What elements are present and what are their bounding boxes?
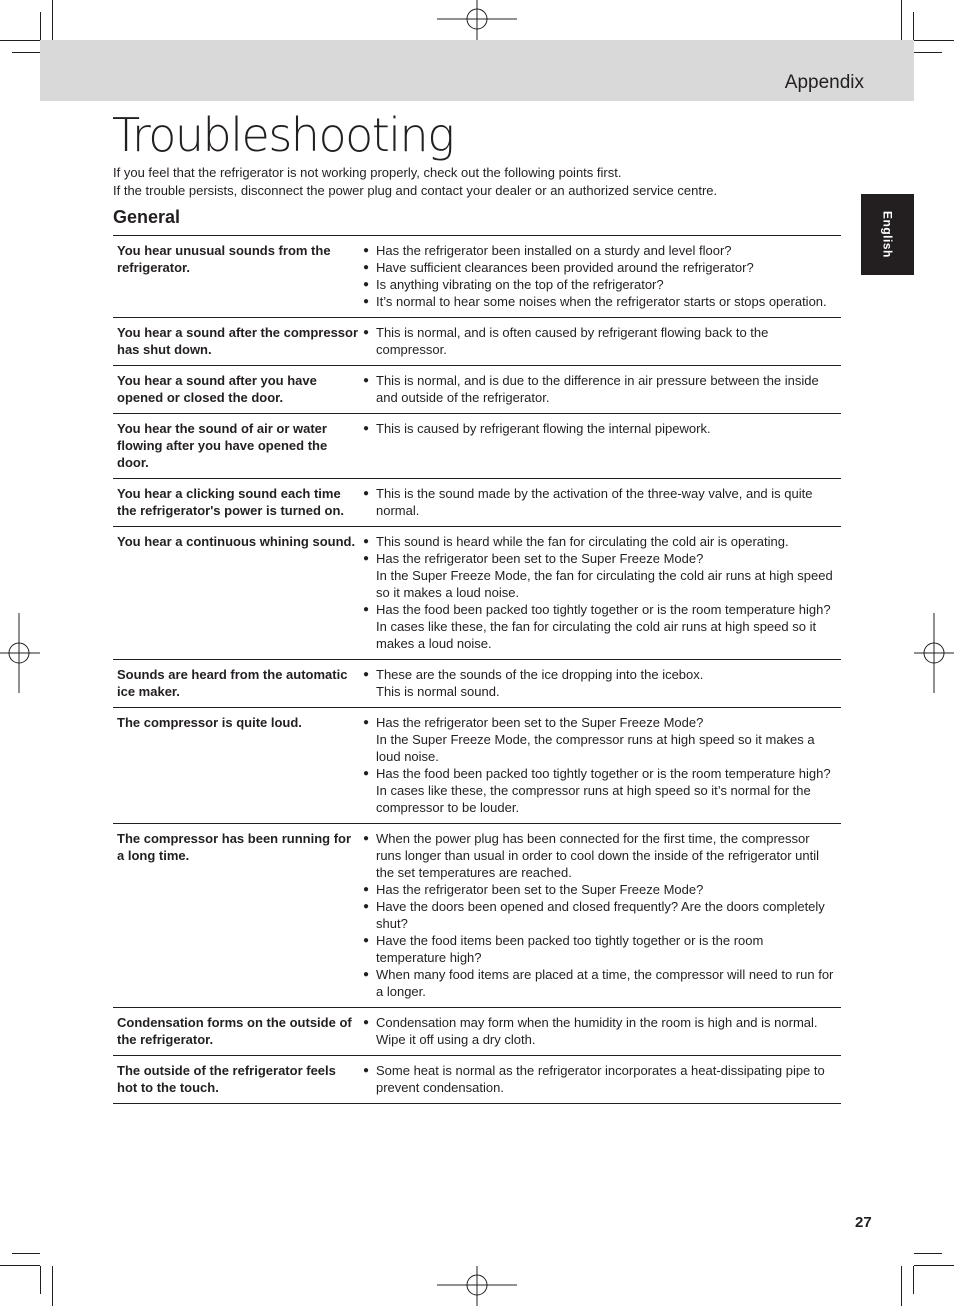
cause-item <box>363 324 835 358</box>
cause-item <box>363 372 835 406</box>
cause-item <box>363 242 835 259</box>
bullet-icon: ● <box>363 488 370 499</box>
symptom-cell: You hear unusual sounds from the refrigerator. <box>117 243 331 275</box>
intro-line: If you feel that the refrigerator is not working properly, check out the following points first. <box>113 165 622 180</box>
cause-item <box>363 276 835 293</box>
bullet-icon: ● <box>363 245 370 256</box>
bullet-icon: ● <box>363 935 370 946</box>
table-row <box>113 824 841 1008</box>
crop-mark <box>12 1253 40 1254</box>
bullet-icon: ● <box>363 423 370 434</box>
table-row <box>113 479 841 527</box>
crop-mark <box>12 52 40 53</box>
symptom-cell: The outside of the refrigerator feels hot to the touch. <box>117 1063 336 1095</box>
bullet-icon: ● <box>363 262 370 273</box>
bullet-icon: ● <box>363 1017 370 1028</box>
table-row <box>113 318 841 366</box>
causes-cell <box>359 533 841 652</box>
cause-text: These are the sounds of the ice dropping into the icebox. This is normal sound. <box>376 667 704 699</box>
causes-cell <box>359 714 841 816</box>
cause-item <box>363 830 835 881</box>
page-number: 27 <box>855 1214 872 1231</box>
table-row <box>113 414 841 479</box>
registration-mark-top <box>437 0 517 40</box>
cause-item <box>363 533 835 550</box>
crop-mark <box>914 1253 942 1254</box>
intro-text <box>113 164 717 200</box>
crop-mark <box>913 1266 914 1294</box>
bullet-icon: ● <box>363 884 370 895</box>
cause-item <box>363 550 835 601</box>
cause-item <box>363 898 835 932</box>
cause-text: Have the food items been packed too tightly together or is the room temperature high? <box>376 933 764 965</box>
table-row <box>113 527 841 660</box>
cause-item <box>363 1062 835 1096</box>
causes-cell <box>359 830 841 1000</box>
table-row <box>113 708 841 824</box>
bullet-icon: ● <box>363 833 370 844</box>
cause-text: Some heat is normal as the refrigerator incorporates a heat-dissipating pipe to prevent condensation. <box>376 1063 825 1095</box>
causes-cell <box>359 242 841 310</box>
bullet-icon: ● <box>363 279 370 290</box>
table-row <box>113 366 841 414</box>
symptom-cell: You hear a clicking sound each time the refrigerator's power is turned on. <box>117 486 345 518</box>
cause-text: This is normal, and is often caused by refrigerant flowing back to the compressor. <box>376 325 769 357</box>
subheading-general: General <box>113 207 181 227</box>
crop-mark <box>52 1266 53 1306</box>
cause-text: Has the food been packed too tightly together or is the room temperature high? In cases like these, the fan for circulating the cold air runs at high speed so it makes a loud noise. <box>376 602 831 651</box>
cause-item <box>363 259 835 276</box>
bullet-icon: ● <box>363 969 370 980</box>
cause-item <box>363 485 835 519</box>
cause-text: Condensation may form when the humidity in the room is high and is normal. Wipe it off using a dry cloth. <box>376 1015 818 1047</box>
page-title: Troubleshooting <box>112 108 454 162</box>
troubleshooting-table <box>113 235 841 1104</box>
section-title: Appendix <box>784 72 864 93</box>
cause-item <box>363 420 835 437</box>
cause-text: Has the food been packed too tightly together or is the room temperature high? In cases like these, the compressor runs at high speed so it’s normal for the compressor to be louder. <box>376 766 831 815</box>
cause-item <box>363 966 835 1000</box>
causes-cell <box>359 485 841 519</box>
crop-mark <box>914 1265 954 1266</box>
cause-text: Has the refrigerator been set to the Super Freeze Mode? In the Super Freeze Mode, the compressor runs at high speed so it makes a loud noise. <box>376 715 815 764</box>
intro-line: If the trouble persists, disconnect the power plug and contact your dealer or an authorized service centre. <box>113 183 718 198</box>
symptom-cell: You hear a sound after the compressor has shut down. <box>117 325 359 357</box>
header-band <box>40 40 914 101</box>
symptom-cell: You hear a continuous whining sound. <box>117 534 356 549</box>
bullet-icon: ● <box>363 768 370 779</box>
cause-item <box>363 293 835 310</box>
bullet-icon: ● <box>363 1065 370 1076</box>
cause-text: This is normal, and is due to the difference in air pressure between the inside and outside of the refrigerator. <box>376 373 819 405</box>
symptom-cell: You hear a sound after you have opened or closed the door. <box>117 373 317 405</box>
cause-text: When many food items are placed at a time, the compressor will need to run for a longer. <box>376 967 834 999</box>
language-tab <box>861 194 914 275</box>
symptom-cell: Sounds are heard from the automatic ice maker. <box>117 667 348 699</box>
symptom-cell: Condensation forms on the outside of the refrigerator. <box>117 1015 352 1047</box>
cause-text: It’s normal to hear some noises when the refrigerator starts or stops operation. <box>376 294 827 309</box>
bullet-icon: ● <box>363 553 370 564</box>
cause-item <box>363 666 835 700</box>
registration-mark-bottom <box>437 1266 517 1306</box>
crop-mark <box>914 52 942 53</box>
cause-text: Is anything vibrating on the top of the refrigerator? <box>376 277 664 292</box>
causes-cell <box>359 666 841 700</box>
bullet-icon: ● <box>363 327 370 338</box>
crop-mark <box>0 1265 40 1266</box>
bullet-icon: ● <box>363 375 370 386</box>
cause-item <box>363 881 835 898</box>
crop-mark <box>913 12 914 40</box>
registration-mark-right <box>914 613 954 693</box>
bullet-icon: ● <box>363 604 370 615</box>
cause-item <box>363 1014 835 1048</box>
cause-text: Has the refrigerator been set to the Super Freeze Mode? In the Super Freeze Mode, the fan for circulating the cold air runs at high speed so it makes a loud noise. <box>376 551 833 600</box>
crop-mark <box>40 1266 41 1294</box>
causes-cell <box>359 1014 841 1048</box>
causes-cell <box>359 324 841 358</box>
cause-text: Have sufficient clearances been provided around the refrigerator? <box>376 260 754 275</box>
cause-text: Has the refrigerator been set to the Super Freeze Mode? <box>376 882 704 897</box>
cause-item <box>363 932 835 966</box>
cause-text: This is caused by refrigerant flowing the internal pipework. <box>376 421 711 436</box>
crop-mark <box>40 12 41 40</box>
table-row <box>113 660 841 708</box>
registration-mark-left <box>0 613 40 693</box>
cause-text: Has the refrigerator been installed on a sturdy and level floor? <box>376 243 732 258</box>
cause-text: Have the doors been opened and closed frequently? Are the doors completely shut? <box>376 899 825 931</box>
cause-text: This is the sound made by the activation of the three-way valve, and is quite normal. <box>376 486 813 518</box>
cause-item <box>363 714 835 765</box>
crop-mark <box>52 0 53 40</box>
language-tab-label: English <box>880 211 895 258</box>
cause-item <box>363 601 835 652</box>
cause-text: When the power plug has been connected for the first time, the compressor runs longer than usual in order to cool down the inside of the refrigerator until the set temperatures are reached. <box>376 831 819 880</box>
table-row <box>113 236 841 318</box>
symptom-cell: You hear the sound of air or water flowing after you have opened the door. <box>117 421 328 470</box>
bullet-icon: ● <box>363 669 370 680</box>
symptom-cell: The compressor is quite loud. <box>117 715 302 730</box>
bullet-icon: ● <box>363 717 370 728</box>
cause-item <box>363 765 835 816</box>
cause-text: This sound is heard while the fan for circulating the cold air is operating. <box>376 534 789 549</box>
crop-mark <box>914 40 954 41</box>
crop-mark <box>0 40 40 41</box>
bullet-icon: ● <box>363 901 370 912</box>
bullet-icon: ● <box>363 296 370 307</box>
table-row <box>113 1056 841 1104</box>
bullet-icon: ● <box>363 536 370 547</box>
table-row <box>113 1008 841 1056</box>
symptom-cell: The compressor has been running for a long time. <box>117 831 352 863</box>
causes-cell <box>359 372 841 406</box>
crop-mark <box>901 0 902 40</box>
crop-mark <box>901 1266 902 1306</box>
causes-cell <box>359 1062 841 1096</box>
causes-cell <box>359 420 841 471</box>
